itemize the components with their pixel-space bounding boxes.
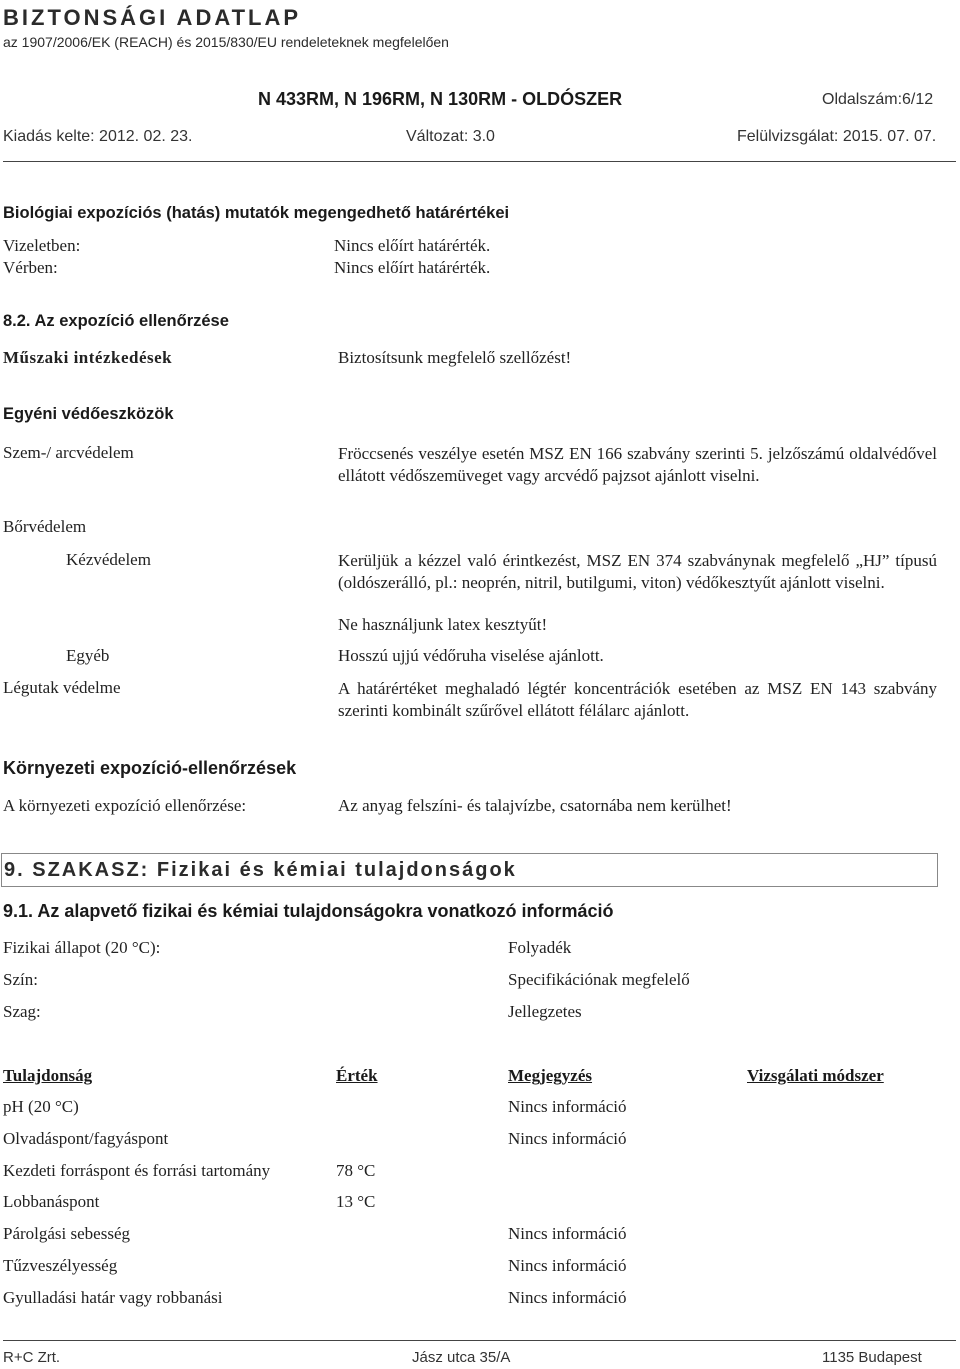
table-row-property: Párolgási sebesség [3, 1224, 131, 1243]
basic-value-odor: Jellegzetes [508, 1002, 582, 1021]
basic-value-color: Specifikációnak megfelelő [508, 970, 690, 989]
document-subtitle: az 1907/2006/EK (REACH) és 2015/830/EU rendeleteknek megfelelően [3, 34, 449, 50]
bio-label-blood: Vérben: [3, 258, 58, 277]
header-divider [3, 161, 956, 162]
skin-protection-label: Bőrvédelem [3, 517, 87, 536]
table-row-remark: Nincs információ [508, 1224, 627, 1243]
section-9-banner [1, 853, 938, 887]
table-row-property: Kezdeti forráspont és forrási tartomány [3, 1161, 271, 1180]
basic-label-odor: Szag: [3, 1002, 41, 1021]
basic-label-state: Fizikai állapot (20 °C): [3, 938, 161, 957]
basic-label-color: Szín: [3, 970, 38, 989]
tech-measures-label: Műszaki intézkedések [3, 348, 173, 367]
bio-value-urine: Nincs előírt határérték. [334, 236, 491, 255]
section-9-title: 9. SZAKASZ: Fizikai és kémiai tulajdonságok [4, 859, 517, 881]
table-row-property: Gyulladási határ vagy robbanási [3, 1288, 223, 1307]
footer-street: Jász utca 35/A [412, 1349, 511, 1366]
revision-date: Felülvizsgálat: 2015. 07. 07. [737, 128, 937, 145]
table-header-remark: Megjegyzés [508, 1066, 593, 1085]
table-row-remark: Nincs információ [508, 1097, 627, 1116]
respiratory-protection-label: Légutak védelme [3, 678, 121, 697]
eye-protection-value: Fröccsenés veszélye esetén MSZ EN 166 szabvány szerinti 5. jelzőszámú oldalvédővel ellátott védőszemüveget vagy arcvédő pajzsot ajánlott viselni. [338, 444, 937, 485]
tech-measures-value: Biztosítsunk megfelelő szellőzést! [338, 348, 572, 367]
eye-protection-label: Szem-/ arcvédelem [3, 443, 134, 462]
env-label: A környezeti expozíció ellenőrzése: [3, 796, 247, 815]
hand-protection-value: Kerüljük a kézzel való érintkezést, MSZ EN 374 szabványnak megfelelő „HJ” típusú (oldószerálló, pl.: neoprén, nitril, butilgumi, viton) védőkesztyűt ajánlott viselni. [338, 551, 937, 592]
hand-protection-note: Ne használjunk latex kesztyűt! [338, 615, 548, 634]
product-name: N 433RM, N 196RM, N 130RM - OLDÓSZER [258, 89, 623, 109]
footer-city: 1135 Budapest [822, 1349, 922, 1366]
table-row-remark: Nincs információ [508, 1256, 627, 1275]
other-protection-label: Egyéb [66, 646, 110, 665]
version: Változat: 3.0 [406, 128, 495, 145]
bio-value-blood: Nincs előírt határérték. [334, 258, 491, 277]
table-row-property: Tűzveszélyesség [3, 1256, 118, 1275]
respiratory-protection-value: A határértéket meghaladó légtér koncentrációk esetében az MSZ EN 143 szabvány szerinti kombinált szűrővel ellátott félálarc ajánlott. [338, 679, 937, 720]
bio-label-urine: Vizeletben: [3, 236, 81, 255]
section-9-1-heading: 9.1. Az alapvető fizikai és kémiai tulajdonságokra vonatkozó információ [3, 901, 614, 921]
env-heading: Környezeti expozíció-ellenőrzések [3, 758, 297, 778]
basic-value-state: Folyadék [508, 938, 572, 957]
table-row-value: 78 °C [336, 1161, 376, 1180]
section-8-2-heading: 8.2. Az expozíció ellenőrzése [3, 312, 229, 330]
page-number: Oldalszám:6/12 [822, 91, 934, 108]
ppe-heading: Egyéni védőeszközök [3, 405, 174, 423]
table-row-remark: Nincs információ [508, 1129, 627, 1148]
table-row-value: 13 °C [336, 1192, 376, 1211]
table-header-property: Tulajdonság [3, 1066, 93, 1085]
hand-protection-label: Kézvédelem [66, 550, 151, 569]
table-header-value: Érték [336, 1066, 378, 1085]
table-row-property: Olvadáspont/fagyáspont [3, 1129, 169, 1148]
issue-date: Kiadás kelte: 2012. 02. 23. [3, 128, 193, 145]
footer-company: R+C Zrt. [3, 1349, 61, 1366]
other-protection-value: Hosszú ujjú védőruha viselése ajánlott. [338, 646, 604, 665]
table-row-property: pH (20 °C) [3, 1097, 79, 1116]
table-header-method: Vizsgálati módszer [747, 1066, 884, 1085]
bio-heading: Biológiai expozíciós (hatás) mutatók megengedhető határértékei [3, 204, 510, 222]
document-title: BIZTONSÁGI ADATLAP [3, 5, 302, 30]
footer-divider [3, 1340, 956, 1341]
table-row-remark: Nincs információ [508, 1288, 627, 1307]
table-row-property: Lobbanáspont [3, 1192, 100, 1211]
env-value: Az anyag felszíni- és talajvízbe, csatornába nem kerülhet! [338, 796, 732, 815]
